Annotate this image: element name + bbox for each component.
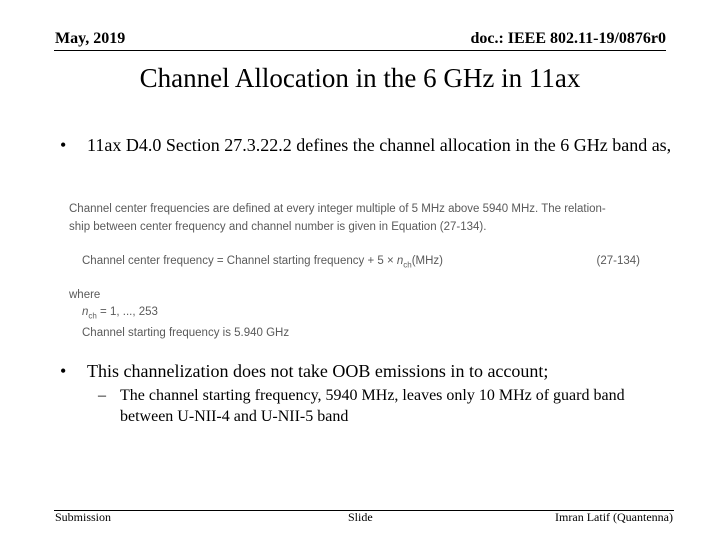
sub-bullet-text: The channel starting frequency, 5940 MHz, leaves only 10 MHz of guard band between U-NII-4 and U-NII-5 band — [120, 387, 625, 425]
nch-range-text: = 1, ..., 253 — [96, 306, 158, 318]
nch-subscript: ch — [88, 311, 97, 321]
header-doc-id: doc.: IEEE 802.11-19/0876r0 — [470, 30, 666, 47]
spec-starting-frequency: Channel starting frequency is 5.940 GHz — [82, 327, 290, 339]
spec-excerpt-image — [66, 203, 646, 348]
sub-bullet-marker: – — [98, 387, 106, 404]
bullet-marker: • — [60, 135, 67, 155]
equation-unit: (MHz) — [411, 255, 444, 267]
bullet-text: 11ax D4.0 Section 27.3.22.2 defines the channel allocation in the 6 GHz band as, — [87, 135, 672, 155]
equation-lhs: Channel center frequency = Channel starting frequency + 5 × — [82, 255, 397, 267]
header-date: May, 2019 — [55, 30, 126, 47]
spec-line: ship between center frequency and channel number is given in Equation (27-134). — [69, 221, 487, 233]
footer-author: Imran Latif (Quantenna) — [555, 510, 673, 524]
spec-equation — [82, 255, 443, 269]
bullet-item — [60, 360, 680, 383]
equation-subscript: ch — [403, 260, 412, 270]
spec-line: Channel center frequencies are defined at every integer multiple of 5 MHz above 5940 MHz. The relation- — [69, 203, 606, 215]
sub-bullet-item — [98, 385, 678, 427]
spec-where: where — [69, 289, 101, 301]
bullet-text: This channelization does not take OOB emissions in to account; — [87, 361, 549, 381]
footer-submission: Submission — [55, 510, 112, 524]
header-divider — [54, 50, 666, 51]
slide-title: Channel Allocation in the 6 GHz in 11ax — [139, 63, 581, 93]
footer-slide-label: Slide — [348, 510, 373, 524]
nch-variable: n — [82, 306, 89, 318]
equation-number: (27-134) — [596, 255, 640, 267]
bullet-marker: • — [60, 361, 67, 381]
equation-variable: n — [396, 255, 404, 267]
spec-nch-range — [82, 306, 158, 320]
bullet-item — [60, 134, 680, 157]
